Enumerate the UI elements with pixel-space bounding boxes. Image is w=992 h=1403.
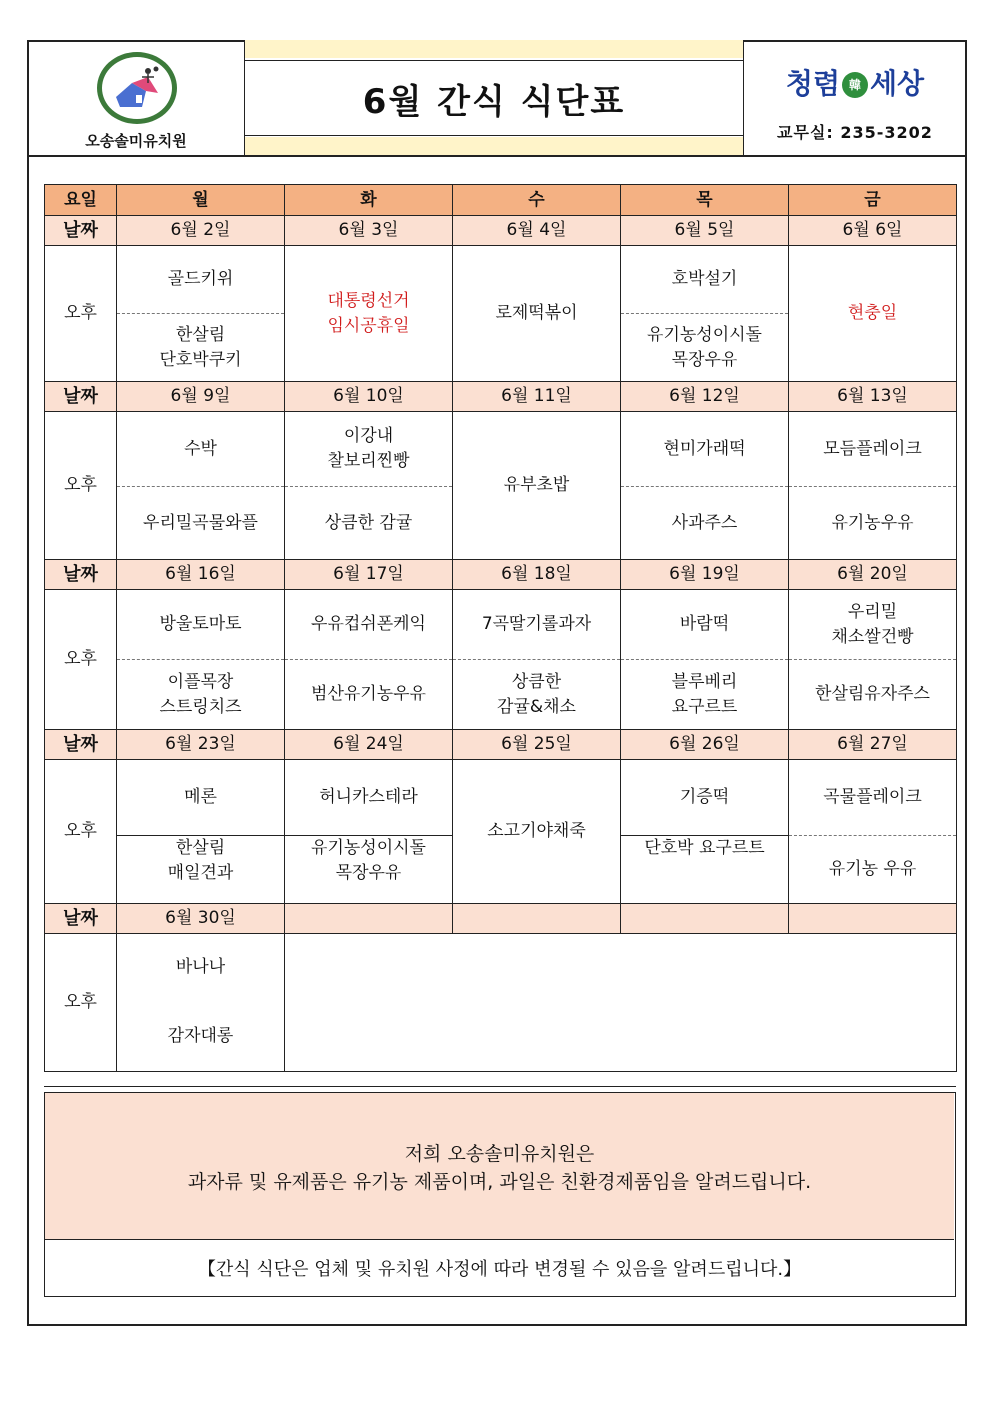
menu-line: 우리밀: [847, 601, 898, 622]
menu-row-week1-a: [45, 246, 957, 314]
menu-cell: 기증떡: [621, 760, 789, 836]
menu-cell: 유기농 우유: [789, 836, 957, 904]
date-cell: 6월 4일: [453, 216, 621, 246]
date-cell: 6월 10일: [285, 382, 453, 412]
menu-line: 찰보리찐빵: [327, 451, 410, 471]
notice-line2: 과자류 및 유제품은 유기농 제품이며, 과일은 친환경제품임을 알려드립니다.: [187, 1171, 812, 1193]
date-row-week5: [45, 904, 957, 934]
notice-message: [45, 1093, 954, 1240]
menu-cell: 수박: [117, 412, 285, 487]
menu-line: 대통령선거: [327, 290, 410, 311]
notice-line1: 저희 오송솔미유치원은: [404, 1143, 595, 1165]
empty-area: [285, 934, 957, 1072]
house-icon: [102, 57, 172, 119]
date-cell: 6월 17일: [285, 560, 453, 590]
menu-cell: 로제떡볶이: [453, 246, 621, 382]
date-row-week3: [45, 560, 957, 590]
school-logo: [97, 52, 177, 124]
title-area: [245, 40, 743, 155]
brand-mark: 韓: [842, 72, 868, 98]
menu-row-week3-b: [45, 660, 957, 730]
menu-line: 목장우유: [335, 863, 402, 883]
menu-cell: 유기농우유: [789, 487, 957, 560]
date-cell: 6월 27일: [789, 730, 957, 760]
date-cell: 6월 24일: [285, 730, 453, 760]
menu-cell: 곡물플레이크: [789, 760, 957, 836]
divider: [44, 1086, 956, 1087]
date-cell: 6월 13일: [789, 382, 957, 412]
date-label: 날짜: [45, 904, 117, 934]
weekday-header-row: [45, 185, 957, 216]
menu-cell: [621, 660, 789, 730]
date-row-week2: [45, 382, 957, 412]
brand-right: 세상: [870, 67, 925, 100]
menu-cell: 유부초밥: [453, 412, 621, 560]
menu-line: 블루베리: [671, 671, 738, 692]
menu-cell: 한살림유자주스: [789, 660, 957, 730]
snack-menu-table: [44, 184, 957, 1072]
page-title: 6월 간식 식단표: [245, 60, 743, 136]
menu-cell: [117, 660, 285, 730]
slot-label: 오후: [45, 590, 117, 730]
school-name: 오송솔미유치원: [85, 132, 187, 150]
menu-cell: 모듬플레이크: [789, 412, 957, 487]
date-row-week4: [45, 730, 957, 760]
menu-line: 목장우유: [671, 349, 738, 370]
menu-cell: 바나나: [117, 934, 285, 1002]
menu-cell: [285, 412, 453, 487]
notice-box: [44, 1092, 956, 1297]
date-cell-empty: [285, 904, 453, 934]
office-phone: 교무실: 235-3202: [777, 123, 933, 142]
menu-cell: 소고기야채죽: [453, 760, 621, 904]
slot-label: 오후: [45, 412, 117, 560]
date-cell: 6월 20일: [789, 560, 957, 590]
menu-row-week5-a: [45, 934, 957, 1002]
menu-cell: 바람떡: [621, 590, 789, 660]
weekday-tue: 화: [285, 185, 453, 216]
date-cell: 6월 2일: [117, 216, 285, 246]
date-cell: 6월 18일: [453, 560, 621, 590]
menu-cell: 현미가래떡: [621, 412, 789, 487]
date-label: 날짜: [45, 382, 117, 412]
date-cell: 6월 9일: [117, 382, 285, 412]
brand-left: 청렴: [785, 67, 840, 100]
menu-line: 한살림: [175, 838, 226, 858]
menu-line: 이플목장: [167, 671, 234, 692]
date-cell: 6월 25일: [453, 730, 621, 760]
menu-cell: 우리밀곡물와플: [117, 487, 285, 560]
title-stripe-top: [245, 40, 743, 58]
menu-line: 단호박쿠키: [159, 349, 242, 370]
header: [27, 40, 967, 157]
weekday-label: 요일: [45, 185, 117, 216]
menu-cell: 우유컵쉬폰케익: [285, 590, 453, 660]
brand-logo: [744, 62, 966, 102]
menu-line: 한살림: [175, 324, 226, 345]
date-cell: 6월 12일: [621, 382, 789, 412]
date-label: 날짜: [45, 730, 117, 760]
menu-cell: 골드키위: [117, 246, 285, 314]
date-cell: 6월 6일: [789, 216, 957, 246]
menu-cell-holiday: 현충일: [789, 246, 957, 382]
date-cell: 6월 23일: [117, 730, 285, 760]
date-label: 날짜: [45, 216, 117, 246]
menu-line: 상큼한: [511, 671, 562, 692]
date-cell-empty: [621, 904, 789, 934]
menu-cell: [117, 314, 285, 382]
slot-label: 오후: [45, 760, 117, 904]
menu-row-week4-a: [45, 760, 957, 836]
menu-line: 요구르트: [671, 696, 738, 717]
menu-cell: 호박설기: [621, 246, 789, 314]
menu-line: 스트링치즈: [159, 696, 242, 717]
weekday-thu: 목: [621, 185, 789, 216]
menu-line: 채소쌀건빵: [831, 626, 914, 647]
date-label: 날짜: [45, 560, 117, 590]
logo-box: [27, 40, 245, 155]
menu-cell: [117, 836, 285, 904]
menu-cell: 허니카스테라: [285, 760, 453, 836]
menu-line: 감귤&채소: [497, 696, 576, 717]
date-cell: 6월 19일: [621, 560, 789, 590]
date-cell: 6월 5일: [621, 216, 789, 246]
menu-line: 유기농성이시돌: [647, 324, 762, 345]
slot-label: 오후: [45, 246, 117, 382]
slot-label: 오후: [45, 934, 117, 1072]
menu-row-week3-a: [45, 590, 957, 660]
menu-cell: 감자대롱: [117, 1002, 285, 1072]
menu-cell: 상큼한 감귤: [285, 487, 453, 560]
menu-cell: 사과주스: [621, 487, 789, 560]
menu-cell: 단호박 요구르트: [621, 836, 789, 904]
menu-cell: 메론: [117, 760, 285, 836]
menu-cell: [621, 314, 789, 382]
date-cell: 6월 16일: [117, 560, 285, 590]
menu-cell: 방울토마토: [117, 590, 285, 660]
menu-row-week2-a: [45, 412, 957, 487]
date-cell: 6월 26일: [621, 730, 789, 760]
date-cell: 6월 30일: [117, 904, 285, 934]
menu-line: 임시공휴일: [327, 315, 410, 336]
date-cell: 6월 3일: [285, 216, 453, 246]
notice-footer: 【간식 식단은 업체 및 유치원 사정에 따라 변경될 수 있음을 알려드립니다.】: [197, 1258, 802, 1280]
date-row-week1: [45, 216, 957, 246]
weekday-mon: 월: [117, 185, 285, 216]
menu-cell: [789, 590, 957, 660]
title-stripe-bottom: [245, 137, 743, 155]
menu-cell: [285, 836, 453, 904]
date-cell-empty: [453, 904, 621, 934]
menu-cell: 범산유기농우유: [285, 660, 453, 730]
date-cell-empty: [789, 904, 957, 934]
date-cell: 6월 11일: [453, 382, 621, 412]
menu-line: 유기농성이시돌: [311, 838, 426, 858]
menu-cell: 7곡딸기롤과자: [453, 590, 621, 660]
weekday-wed: 수: [453, 185, 621, 216]
menu-cell: [453, 660, 621, 730]
menu-cell-holiday: [285, 246, 453, 382]
menu-line: 이강내: [343, 426, 394, 446]
brand-box: [743, 40, 965, 155]
weekday-fri: 금: [789, 185, 957, 216]
menu-line: 매일견과: [167, 863, 234, 883]
